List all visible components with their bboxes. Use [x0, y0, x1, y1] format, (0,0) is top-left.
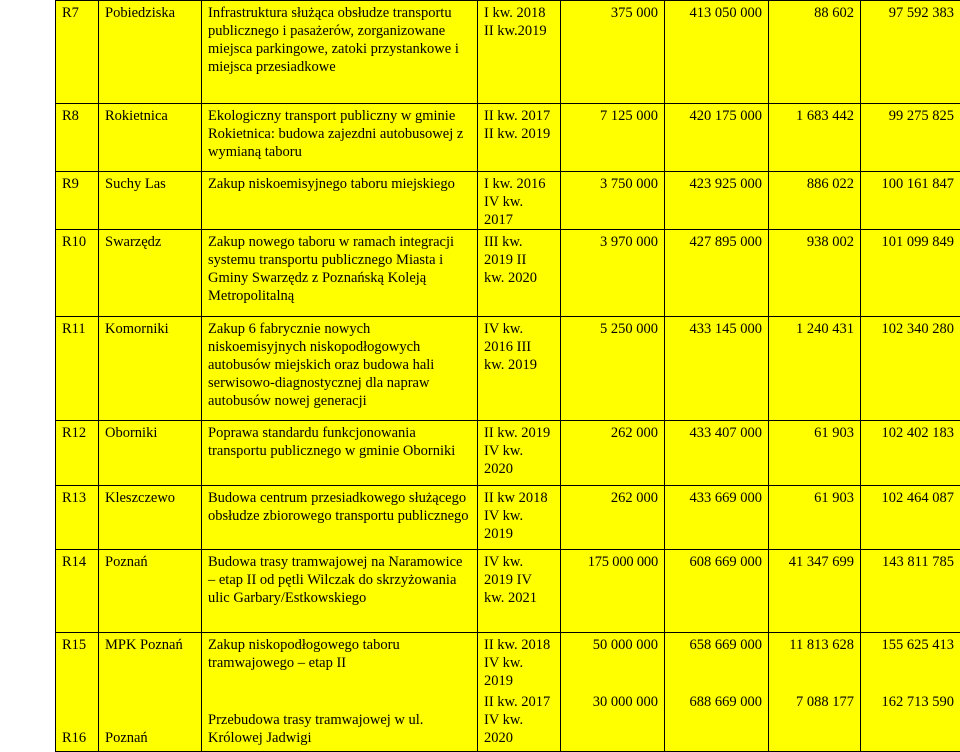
row-value-1: 50 000 000	[561, 633, 665, 691]
row-value-3: 7 088 177	[769, 690, 861, 751]
row-value-2: 658 669 000	[665, 633, 769, 691]
row-value-1: 375 000	[561, 1, 665, 104]
row-description: Zakup niskoemisyjnego taboru miejskiego	[202, 172, 478, 230]
row-value-1: 262 000	[561, 486, 665, 550]
row-city: Komorniki	[99, 317, 202, 421]
table-row	[56, 421, 960, 486]
row-value-3: 41 347 699	[769, 550, 861, 633]
table-row	[56, 1, 960, 104]
row-city: Poznań	[99, 690, 202, 751]
row-value-1: 5 250 000	[561, 317, 665, 421]
row-id: R9	[56, 172, 99, 230]
row-description: Budowa centrum przesiadkowego służącego obsłudze zbiorowego transportu publicznego	[202, 486, 478, 550]
row-value-4: 162 713 590	[861, 690, 960, 751]
row-value-1: 30 000 000	[561, 690, 665, 751]
row-city: Poznań	[99, 550, 202, 633]
row-value-4: 100 161 847	[861, 172, 960, 230]
row-description: Zakup nowego taboru w ramach integracji systemu transportu publicznego Miasta i Gminy Swarzędz z Poznańską Koleją Metropolitalną	[202, 230, 478, 317]
row-value-3: 11 813 628	[769, 633, 861, 691]
row-id: R12	[56, 421, 99, 486]
investment-table	[55, 0, 960, 752]
row-city: Kleszczewo	[99, 486, 202, 550]
row-value-2: 433 407 000	[665, 421, 769, 486]
row-value-2: 420 175 000	[665, 104, 769, 172]
row-value-3: 61 903	[769, 486, 861, 550]
row-city: Swarzędz	[99, 230, 202, 317]
table-row	[56, 317, 960, 421]
row-value-4: 101 099 849	[861, 230, 960, 317]
row-value-3: 88 602	[769, 1, 861, 104]
row-city: MPK Poznań	[99, 633, 202, 691]
row-description: Ekologiczny transport publiczny w gminie Rokietnica: budowa zajezdni autobusowej z wymianą taboru	[202, 104, 478, 172]
table-row	[56, 172, 960, 230]
row-period: I kw. 2016 IV kw. 2017	[478, 172, 561, 230]
row-city: Oborniki	[99, 421, 202, 486]
row-id: R13	[56, 486, 99, 550]
row-value-3: 1 240 431	[769, 317, 861, 421]
row-description: Przebudowa trasy tramwajowej w ul. Królowej Jadwigi	[202, 690, 478, 751]
row-id: R8	[56, 104, 99, 172]
row-value-1: 3 970 000	[561, 230, 665, 317]
row-value-4: 155 625 413	[861, 633, 960, 691]
row-value-1: 262 000	[561, 421, 665, 486]
row-value-3: 886 022	[769, 172, 861, 230]
row-description: Zakup 6 fabrycznie nowych niskoemisyjnych niskopodłogowych autobusów miejskich oraz budowa hali serwisowo-diagnostycznej dla napraw autobusów nowej generacji	[202, 317, 478, 421]
row-value-2: 427 895 000	[665, 230, 769, 317]
table-row	[56, 690, 960, 751]
row-value-1: 175 000 000	[561, 550, 665, 633]
row-value-1: 7 125 000	[561, 104, 665, 172]
table-row	[56, 104, 960, 172]
row-value-4: 102 402 183	[861, 421, 960, 486]
row-description: Poprawa standardu funkcjonowania transportu publicznego w gminie Oborniki	[202, 421, 478, 486]
row-value-2: 688 669 000	[665, 690, 769, 751]
row-id: R7	[56, 1, 99, 104]
row-period: II kw. 2017 IV kw. 2020	[478, 690, 561, 751]
row-value-4: 99 275 825	[861, 104, 960, 172]
row-period: II kw. 2017 II kw. 2019	[478, 104, 561, 172]
row-value-3: 61 903	[769, 421, 861, 486]
row-value-4: 143 811 785	[861, 550, 960, 633]
row-value-2: 423 925 000	[665, 172, 769, 230]
row-id: R10	[56, 230, 99, 317]
row-value-2: 433 669 000	[665, 486, 769, 550]
row-city: Suchy Las	[99, 172, 202, 230]
row-value-2: 433 145 000	[665, 317, 769, 421]
row-value-4: 97 592 383	[861, 1, 960, 104]
row-city: Rokietnica	[99, 104, 202, 172]
table-row	[56, 550, 960, 633]
row-description: Budowa trasy tramwajowej na Naramowice – etap II od pętli Wilczak do skrzyżowania ulic Garbary/Estkowskiego	[202, 550, 478, 633]
row-value-2: 413 050 000	[665, 1, 769, 104]
row-value-2: 608 669 000	[665, 550, 769, 633]
row-value-4: 102 340 280	[861, 317, 960, 421]
row-period: I kw. 2018 II kw.2019	[478, 1, 561, 104]
row-period: II kw 2018 IV kw. 2019	[478, 486, 561, 550]
table-row	[56, 633, 960, 691]
row-value-4: 102 464 087	[861, 486, 960, 550]
table-row	[56, 230, 960, 317]
row-id: R11	[56, 317, 99, 421]
row-description: Infrastruktura służąca obsłudze transportu publicznego i pasażerów, zorganizowane miejsca parkingowe, zatoki przystankowe i miejsca przesiadkowe	[202, 1, 478, 104]
row-value-3: 938 002	[769, 230, 861, 317]
row-period: IV kw. 2019 IV kw. 2021	[478, 550, 561, 633]
row-period: II kw. 2018 IV kw. 2019	[478, 633, 561, 691]
row-id: R15	[56, 633, 99, 691]
row-id: R16	[56, 690, 99, 751]
row-id: R14	[56, 550, 99, 633]
row-city: Pobiedziska	[99, 1, 202, 104]
row-period: III kw. 2019 II kw. 2020	[478, 230, 561, 317]
row-value-3: 1 683 442	[769, 104, 861, 172]
row-description: Zakup niskopodłogowego taboru tramwajowego – etap II	[202, 633, 478, 691]
row-period: II kw. 2019 IV kw. 2020	[478, 421, 561, 486]
table-row	[56, 486, 960, 550]
row-period: IV kw. 2016 III kw. 2019	[478, 317, 561, 421]
row-value-1: 3 750 000	[561, 172, 665, 230]
